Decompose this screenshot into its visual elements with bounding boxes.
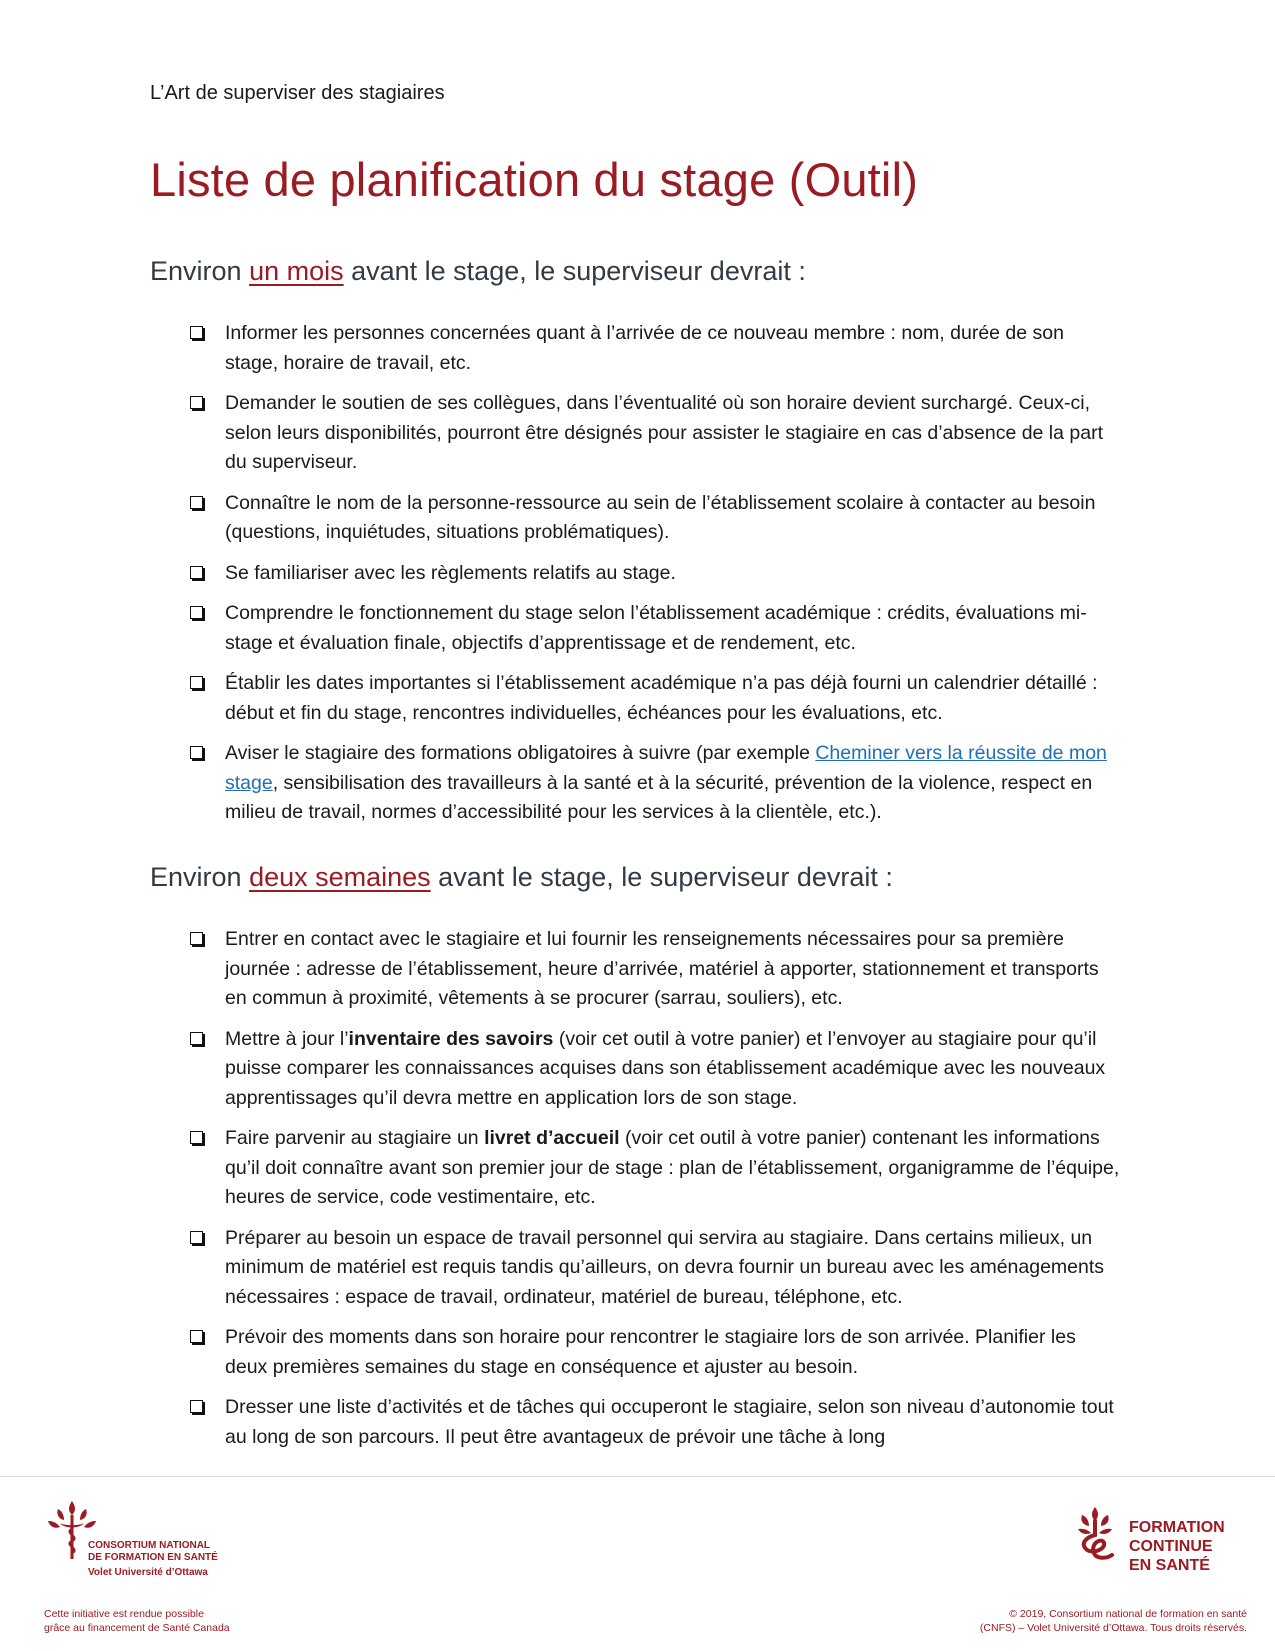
checkbox[interactable] bbox=[190, 326, 203, 339]
checklist-item: Aviser le stagiaire des formations obligatoires à suivre (par exemple Cheminer vers la réussite de mon stage, sensibilisation des travailleurs à la santé et à la sécurité, prévention de la violence, respect en milieu de travail, normes d’accessibilité pour les services à la clientèle, etc.). bbox=[190, 739, 1120, 828]
training-link[interactable]: Cheminer vers la réussite de mon stage bbox=[225, 742, 1107, 794]
copyright-notice: © 2019, Consortium national de formation en santé (CNFS) – Volet Université d’Ottawa. Tous droits réservés. bbox=[979, 1608, 1247, 1634]
checkbox[interactable] bbox=[190, 746, 203, 759]
checklist-item: Entrer en contact avec le stagiaire et lui fournir les renseignements nécessaires pour sa première journée : adresse de l’établissement, heure d’arrivée, matériel à apporter, stationnement et transports en commun à proximité, vêtements à se procurer (sarrau, souliers), etc. bbox=[190, 925, 1120, 1014]
checkbox[interactable] bbox=[190, 566, 203, 579]
checkbox[interactable] bbox=[190, 606, 203, 619]
fcs-leaf-logo-icon bbox=[1072, 1505, 1118, 1567]
cnfs-name: CONSORTIUM NATIONAL DE FORMATION EN SANTÉ bbox=[88, 1540, 218, 1563]
checkbox[interactable] bbox=[190, 496, 203, 509]
checkbox[interactable] bbox=[190, 1032, 203, 1045]
checkbox[interactable] bbox=[190, 396, 203, 409]
heading-prefix: Environ bbox=[150, 256, 250, 286]
heading-prefix: Environ bbox=[150, 862, 250, 892]
cnfs-volet: Volet Université d’Ottawa bbox=[88, 1567, 208, 1578]
checklist-item: Demander le soutien de ses collègues, dans l’éventualité où son horaire devient surchargé. Ceux-ci, selon leurs disponibilités, pourront être désignés pour assister le stagiaire en cas d’absence de la part du superviseur. bbox=[190, 389, 1120, 478]
section-heading-one-month bbox=[150, 256, 806, 287]
checklist-two-weeks bbox=[190, 925, 1120, 1463]
funding-notice: Cette initiative est rendue possible grâce au financement de Santé Canada bbox=[44, 1608, 230, 1634]
fcs-name: FORMATION CONTINUE EN SANTÉ bbox=[1129, 1519, 1225, 1574]
heading-suffix: avant le stage, le superviseur devrait : bbox=[343, 256, 806, 286]
checklist-item: Comprendre le fonctionnement du stage selon l’établissement académique : crédits, évaluations mi-stage et évaluation finale, objectifs d’apprentissage et de rendement, etc. bbox=[190, 599, 1120, 658]
page-footer bbox=[0, 1476, 1275, 1651]
checkbox[interactable] bbox=[190, 1400, 203, 1413]
course-title: L’Art de superviser des stagiaires bbox=[150, 82, 445, 104]
heading-emphasis: un mois bbox=[249, 256, 344, 286]
page-title: Liste de planification du stage (Outil) bbox=[150, 153, 919, 206]
checklist-item: Dresser une liste d’activités et de tâches qui occuperont le stagiaire, selon son niveau d’autonomie tout au long de son parcours. Il peut être avantageux de prévoir une tâche à long bbox=[190, 1393, 1120, 1452]
checklist-item: Connaître le nom de la personne-ressource au sein de l’établissement scolaire à contacter au besoin (questions, inquiétudes, situations problématiques). bbox=[190, 489, 1120, 548]
checklist-item: Se familiariser avec les règlements relatifs au stage. bbox=[190, 559, 1120, 589]
checkbox[interactable] bbox=[190, 1131, 203, 1144]
section-heading-two-weeks bbox=[150, 862, 893, 893]
checklist-item: Informer les personnes concernées quant à l’arrivée de ce nouveau membre : nom, durée de son stage, horaire de travail, etc. bbox=[190, 319, 1120, 378]
checkbox[interactable] bbox=[190, 1231, 203, 1244]
checklist-item: Faire parvenir au stagiaire un livret d’accueil (voir cet outil à votre panier) contenant les informations qu’il doit connaître avant son premier jour de stage : plan de l’établissement, organigramme de l’équipe, heures de service, code vestimentaire, etc. bbox=[190, 1124, 1120, 1213]
checkbox[interactable] bbox=[190, 676, 203, 689]
checkbox[interactable] bbox=[190, 1330, 203, 1343]
checkbox[interactable] bbox=[190, 932, 203, 945]
heading-suffix: avant le stage, le superviseur devrait : bbox=[430, 862, 893, 892]
checklist-item: Préparer au besoin un espace de travail personnel qui servira au stagiaire. Dans certains milieux, un minimum de matériel est requis tandis qu’ailleurs, on devra fournir un bureau avec les aménagements nécessaires : espace de travail, ordinateur, matériel de bureau, téléphone, etc. bbox=[190, 1224, 1120, 1313]
heading-emphasis: deux semaines bbox=[249, 862, 431, 892]
checklist-item: Prévoir des moments dans son horaire pour rencontrer le stagiaire lors de son arrivée. Planifier les deux premières semaines du stage en conséquence et ajuster au besoin. bbox=[190, 1323, 1120, 1382]
tool-name: livret d’accueil bbox=[484, 1127, 620, 1149]
checklist-one-month bbox=[190, 319, 1120, 839]
checklist-item: Mettre à jour l’inventaire des savoirs (voir cet outil à votre panier) et l’envoyer au stagiaire pour qu’il puisse comparer les connaissances acquises dans son établissement académique avec les nouveaux apprentissages qu’il devra mettre en application lors de son stage. bbox=[190, 1025, 1120, 1114]
tool-name: inventaire des savoirs bbox=[348, 1027, 554, 1050]
checklist-item: Établir les dates importantes si l’établissement académique n’a pas déjà fourni un calendrier détaillé : début et fin du stage, rencontres individuelles, échéances pour les évaluations, etc. bbox=[190, 669, 1120, 728]
